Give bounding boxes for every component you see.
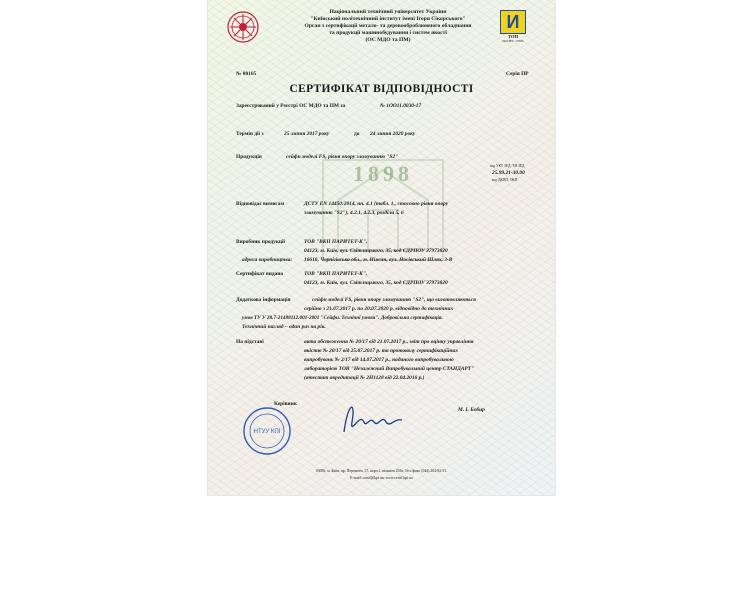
official-stamp	[242, 406, 292, 456]
kpi-logo-icon	[226, 10, 260, 44]
head-label: Керівник	[274, 401, 297, 407]
term-label: Термін дії з	[236, 131, 264, 137]
term-to-label: до	[354, 131, 360, 137]
term-from: 25 липня 2017 року	[284, 131, 330, 137]
basis-line-4: лабораторією ТОВ "Незалежний Випробувальний центр СТАНДАРТ"	[304, 366, 475, 372]
code-label: код УКТ ЗЕД, ТН ЗЕД	[490, 164, 525, 168]
basis-line-2: якістю № 20/17 від 25.07.2017 р. та протоколу сертифікаційних	[304, 348, 459, 354]
extra-line-4: Технічний нагляд – один раз на рік.	[242, 324, 326, 330]
registered-label: Зареєстрований у Реєстрі ОС МДО та ПМ за	[236, 103, 346, 109]
extra-line-1: сейфи моделі FS, рівня опору зламуванню "S2", що виготовляються	[312, 297, 476, 303]
certificate-title: СЕРТИФІКАТ ВІДПОВІДНОСТІ	[289, 83, 474, 95]
ua-mark-icon: И	[500, 10, 526, 34]
header-line-3: Орган з сертифікації метало- та деревооброблюючого обладнання	[304, 23, 472, 29]
emblem-year: 1898	[353, 161, 413, 186]
standard-line-2: зламуванню "S2"), 4.2.1, 4.2.3, розділи 5, 6	[304, 210, 404, 216]
footer-line-1: 03056, м. Київ, пр. Перемоги, 37, корп.1, кімната 258а. Тел./факс (044) 204-82-51.	[315, 469, 448, 473]
badge-top-text: ТОП	[507, 34, 519, 39]
header-line-2: "Київський політехнічний інститут імені Ігоря Сікорського"	[310, 16, 466, 22]
accreditation-badge	[500, 10, 526, 46]
code-sub: код ДКПП, ОКП	[492, 178, 518, 182]
header-line-1: Національний технічний університет України	[329, 9, 447, 15]
registered-value: № 1OO11.0030-17	[380, 103, 422, 109]
basis-line-3: випробувань № 2/17 від 14.07.2017 р., наданого випробувальною	[304, 357, 454, 363]
issued-line-1: ТОВ "ВКП ПАРИТЕТ-К",	[304, 271, 368, 277]
manufacturer-line-2: 04123, м. Київ, вул. Світлицького, 35, код ЄДРПОУ 37973820	[304, 248, 448, 254]
basis-line-5: (атестат акредитації № 2Н1128 від 22.04.2016 р.)	[304, 375, 425, 381]
head-name: М. І. Бобир	[458, 407, 485, 413]
stamp-text: НТУУ КПІ	[253, 429, 281, 435]
manufacturer-label: Виробник продукції	[236, 239, 286, 245]
code-value: 25.99.21-30.00	[492, 170, 525, 176]
standard-line-1: ДСТУ EN 14450:2014, пп. 4.1 (табл. 1., стосовно рівня опору	[304, 201, 449, 207]
manufacturer-line-1: ТОВ "ВКП ПАРИТЕТ-К",	[304, 239, 368, 245]
product-label: Продукція	[236, 154, 262, 160]
term-to: 24 липня 2020 року	[370, 131, 416, 137]
basis-line-1: акта обстеження № 20/17 від 21.07.2017 р., звіт про оцінку управління	[304, 339, 474, 345]
header-line-4: та продукції машинобудування і систем якості	[329, 30, 447, 36]
badge-bottom-text: ISO/IEC 17065	[502, 38, 524, 43]
product-value: сейфи моделі FS, рівня опору зламуванню "S2"	[286, 154, 399, 160]
extra-line-2: серійно з 21.07.2017 р. по 20.07.2020 р. відповідно до технічних	[304, 306, 454, 312]
certificate-sheet	[208, 0, 555, 495]
signature	[338, 392, 408, 442]
production-value: 16610, Чернігівська обл., м. Ніжин, вул. Носівський Шлях, 3-В	[304, 257, 453, 263]
certificate-number: № 00165	[236, 71, 257, 77]
issued-line-2: 04123, м. Київ, вул. Світлицького, 35, код ЄДРПОУ 37973820	[304, 280, 448, 286]
issued-label: Сертифікат видано	[236, 271, 284, 277]
standard-label: Відповідає вимогам	[236, 201, 285, 207]
certificate-series: Серія ПР	[506, 71, 529, 77]
production-label: адреса виробництва:	[242, 257, 293, 263]
header-line-5: (ОС МДО та ПМ)	[365, 37, 411, 43]
footer-line-2: E-mail: certif@kpi.ua, www.certif.kpi.ua	[350, 476, 413, 480]
extra-line-3: умов ТУ У 28.7-21488112.001-2001 "Сейфи. Технічні умови". Добровільна сертифікація.	[242, 315, 443, 321]
extra-label: Додаткова інформація	[236, 297, 291, 303]
basis-label: На підставі	[236, 339, 264, 345]
